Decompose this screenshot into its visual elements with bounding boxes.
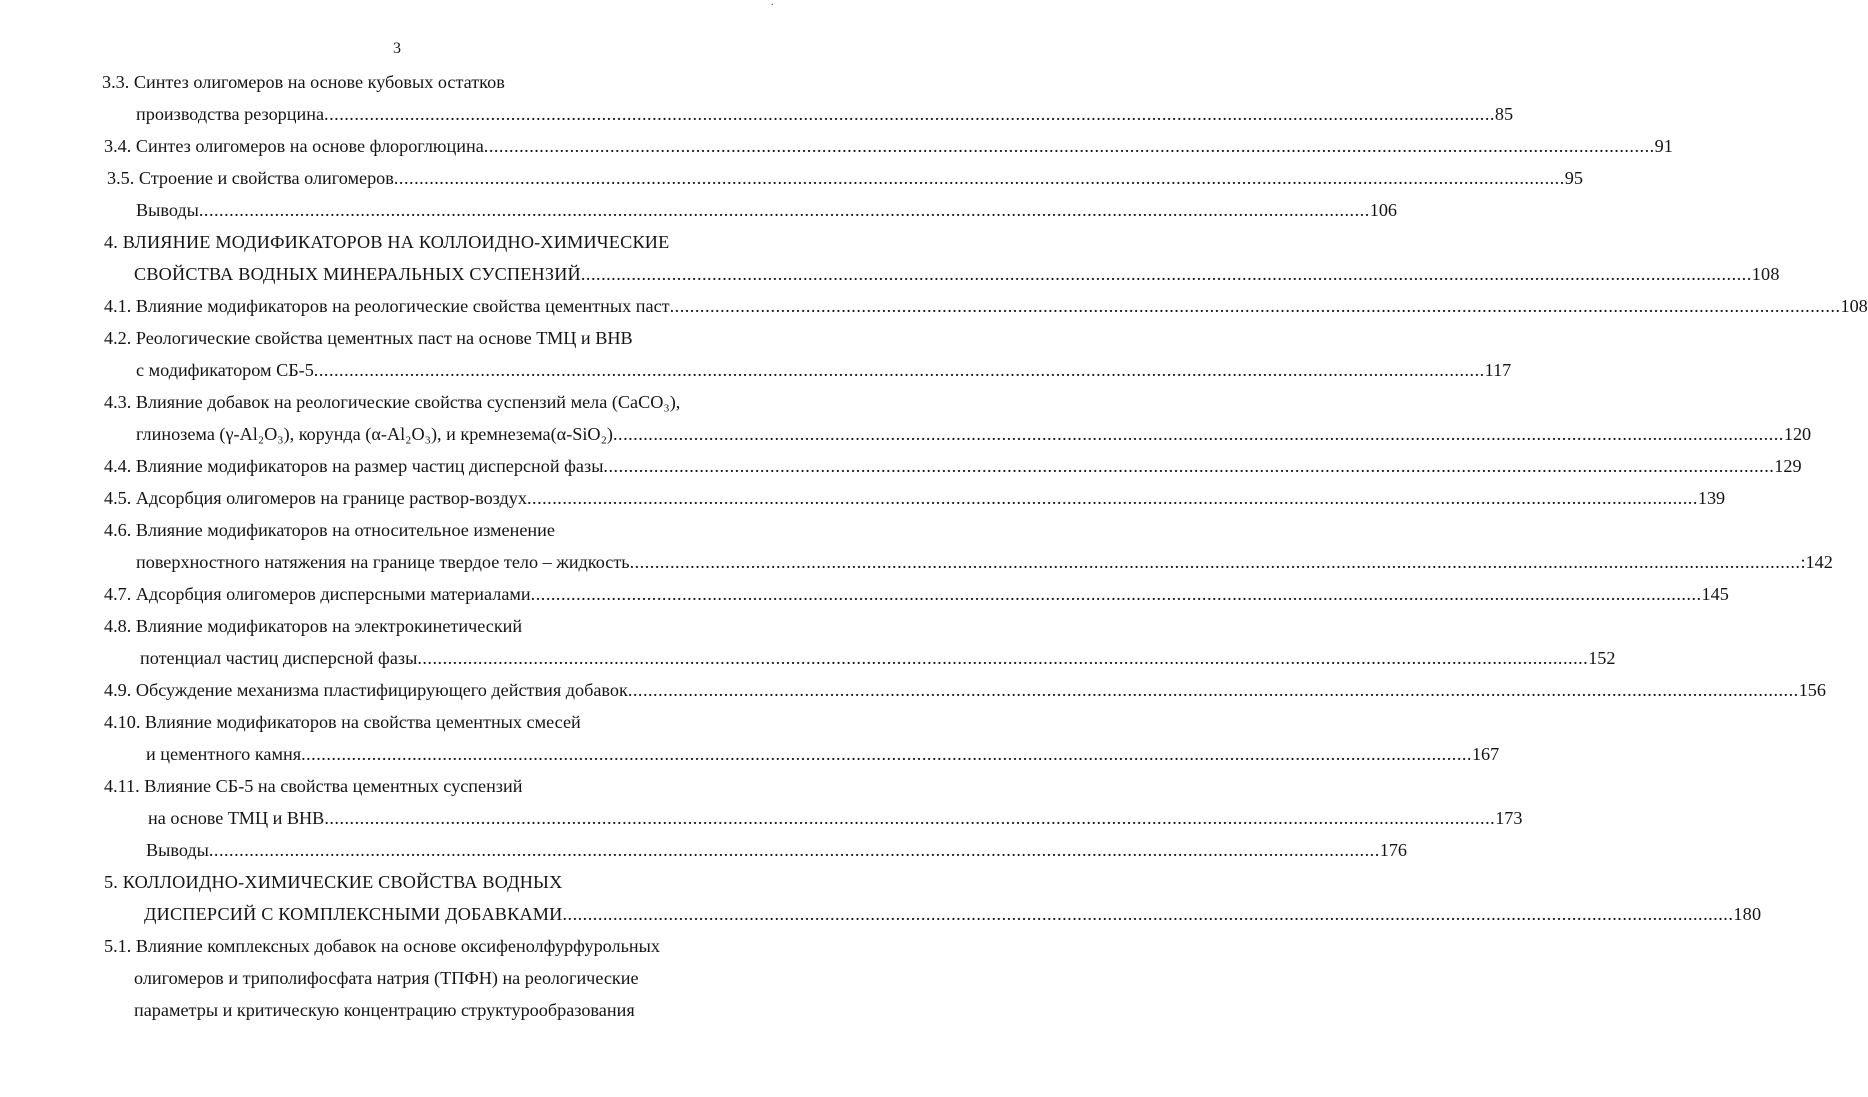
toc-chapter-heading: 4. ВЛИЯНИЕ МОДИФИКАТОРОВ НА КОЛЛОИДНО-ХИМИЧЕСКИЕ: [104, 232, 670, 252]
toc-line: 4.3. Влияние добавок на реологические свойства суспензий мела (CaCO₃),: [104, 392, 681, 412]
toc-line: 3.3. Синтез олигомеров на основе кубовых остатков: [102, 72, 505, 92]
toc-line: 4.8. Влияние модификаторов на электрокинетический: [104, 616, 523, 636]
toc-entry: и цементного камня ..... 167: [146, 742, 732, 766]
toc-entry: 3.4. Синтез олигомеров на основе флороглюцина ..... 91: [104, 134, 732, 158]
toc-entry: 4.4. Влияние модификаторов на размер частиц дисперсной фазы ..... 129: [104, 454, 732, 478]
toc-entry: 4.9. Обсуждение механизма пластифицирующего действия добавок ..... 156: [104, 678, 728, 702]
toc-line: 5.1. Влияние комплексных добавок на основе оксифенолфурфурольных: [104, 936, 660, 956]
toc-line: 4.10. Влияние модификаторов на свойства цементных смесей: [104, 712, 581, 732]
toc-line: 4.2. Реологические свойства цементных паст на основе ТМЦ и ВНВ: [104, 328, 633, 348]
toc-chapter-heading: 5. КОЛЛОИДНО-ХИМИЧЕСКИЕ СВОЙСТВА ВОДНЫХ: [104, 872, 563, 892]
toc-line: параметры и критическую концентрацию структурообразования: [134, 1000, 635, 1020]
toc-entry: 3.5. Строение и свойства олигомеров ..... 95: [107, 166, 732, 190]
toc-entry: производства резорцина ..... 85: [136, 102, 732, 126]
toc-entry: Выводы ..... 106: [136, 198, 732, 222]
toc-entry: потенциал частиц дисперсной фазы ..... 152: [140, 646, 728, 670]
toc-line: 4.11. Влияние СБ-5 на свойства цементных суспензий: [104, 776, 523, 796]
toc-entry: Выводы ..... 176: [146, 838, 730, 862]
toc-line: олигомеров и триполифосфата натрия (ТПФН) на реологические: [134, 968, 639, 988]
toc-entry: 4.5. Адсорбция олигомеров на границе раствор-воздух ..... 139: [104, 486, 732, 510]
toc-entry: 4.7. Адсорбция олигомеров дисперсными материалами ..... 145: [104, 582, 728, 606]
toc-entry: с модификатором СБ-5 ..... 117: [136, 358, 732, 382]
toc-entry: 4.1. Влияние модификаторов на реологические свойства цементных паст ..... 108: [104, 294, 738, 318]
toc-entry: ДИСПЕРСИЙ С КОМПЛЕКСНЫМИ ДОБАВКАМИ ..... 180: [144, 902, 738, 926]
toc-entry: на основе ТМЦ и ВНВ ..... 173: [148, 806, 732, 830]
page-number: 3: [393, 40, 401, 57]
toc-entry: поверхностного натяжения на границе твердое тело – жидкость ..... :142: [136, 550, 728, 574]
corner-mark: ·: [770, 0, 774, 11]
toc-entry: глинозема (γ-Al₂O₃), корунда (α-Al₂O₃), и кремнезема(α-SiO₂) ..... 120: [136, 422, 732, 446]
toc-line: 4.6. Влияние модификаторов на относительное изменение: [104, 520, 555, 540]
toc-entry: СВОЙСТВА ВОДНЫХ МИНЕРАЛЬНЫХ СУСПЕНЗИЙ ..... 108: [134, 262, 738, 286]
